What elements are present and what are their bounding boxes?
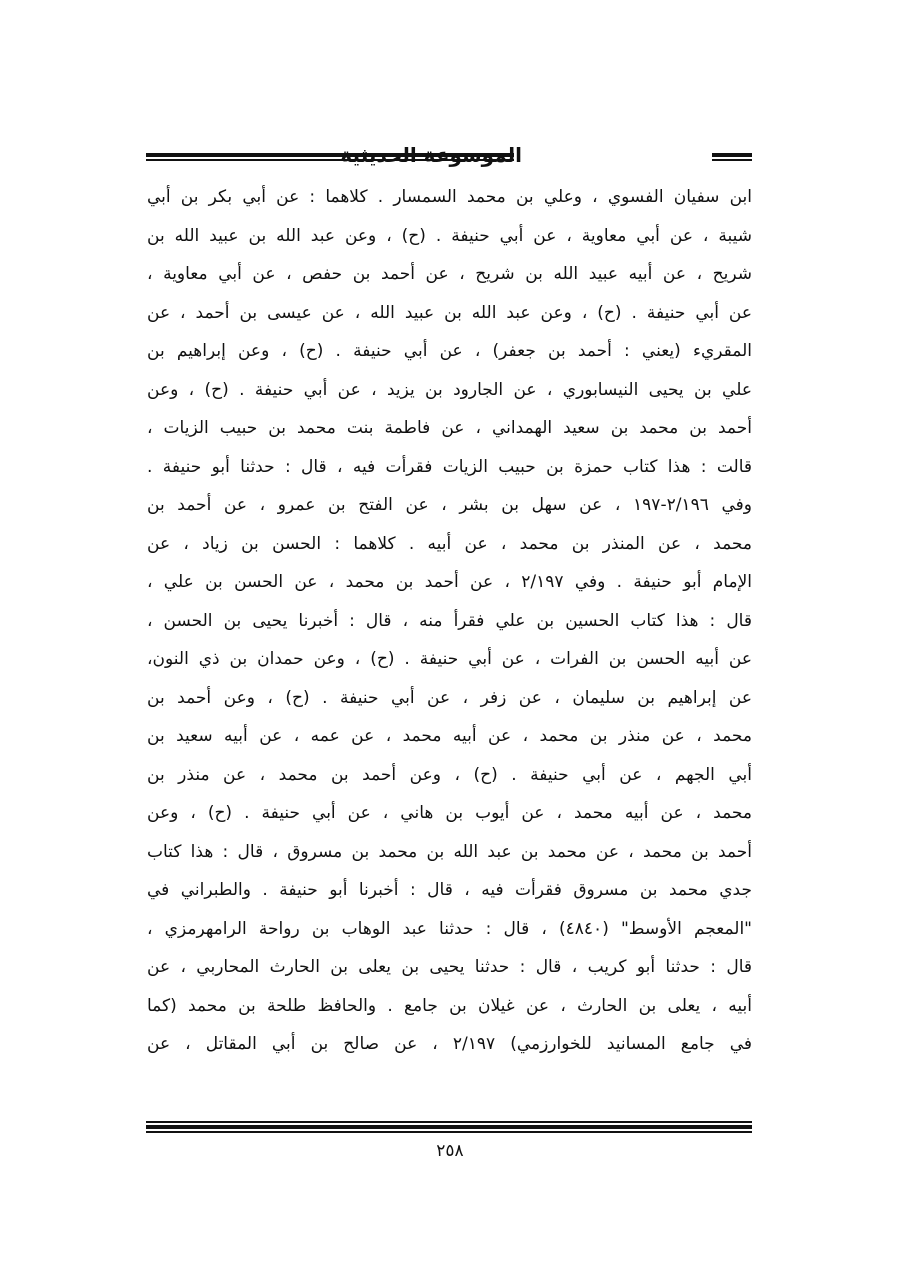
text-line: محمد ، عن منذر بن محمد ، عن أبيه محمد ، عن عمه ، عن أبيه سعيد بن — [147, 726, 752, 746]
text-line: المقريء (يعني : أحمد بن جعفر) ، عن أبي حنيفة . (ح) ، وعن إبراهيم بن — [147, 341, 752, 361]
text-line: قال : هذا كتاب الحسين بن علي فقرأ منه ، قال : أخبرنا يحيى بن الحسن ، — [147, 610, 752, 631]
page-number: ٢٥٨ — [436, 1141, 464, 1161]
text-line: قال : حدثنا أبو كريب ، قال : حدثنا يحيى بن يعلى بن الحارث المحاربي ، عن — [147, 957, 752, 977]
text-line: "المعجم الأوسط" (٤٨٤٠) ، قال : حدثنا عبد الوهاب بن رواحة الرامهرمزي ، — [147, 918, 752, 939]
text-line: وفي ٢/١٩٦-١٩٧ ، عن سهل بن بشر ، عن الفتح بن عمرو ، عن أحمد بن — [147, 495, 752, 515]
text-line: أبي الجهم ، عن أبي حنيفة . (ح) ، وعن أحمد بن محمد ، عن منذر بن — [147, 764, 752, 785]
text-line: ابن سفيان الفسوي ، وعلي بن محمد السمسار . كلاهما : عن أبي بكر بن أبي — [147, 187, 752, 207]
header-rule-right — [712, 153, 752, 162]
text-line: أحمد بن محمد ، عن محمد بن عبد الله بن محمد بن مسروق ، قال : هذا كتاب — [147, 841, 752, 862]
text-line: علي بن يحيى النيسابوري ، عن الجارود بن يزيد ، عن أبي حنيفة . (ح) ، وعن — [147, 379, 752, 400]
text-line: جدي محمد بن مسروق فقرأت فيه ، قال : أخبرنا أبو حنيفة . والطبراني في — [147, 880, 752, 900]
text-line: شريح ، عن أبيه عبيد الله بن شريح ، عن أحمد بن حفص ، عن أبي معاوية ، — [147, 264, 752, 284]
text-line: عن أبي حنيفة . (ح) ، وعن عبد الله بن عبيد الله ، عن عيسى بن أحمد ، عن — [147, 302, 752, 323]
body-text — [147, 178, 752, 1064]
footer-rule — [146, 1121, 752, 1133]
text-line: عن أبيه الحسن بن الفرات ، عن أبي حنيفة . (ح) ، وعن حمدان بن ذي النون، — [147, 649, 752, 669]
text-line: شيبة ، عن أبي معاوية ، عن أبي حنيفة . (ح) ، وعن عبد الله بن عبيد الله بن — [147, 225, 752, 246]
text-line: الإمام أبو حنيفة . وفي ٢/١٩٧ ، عن أحمد بن محمد ، عن الحسن بن علي ، — [147, 572, 752, 592]
text-line: في جامع المسانيد للخوارزمي) ٢/١٩٧ ، عن صالح بن أبي المقاتل ، عن — [147, 1034, 752, 1054]
text-line: محمد ، عن أبيه محمد ، عن أيوب بن هاني ، عن أبي حنيفة . (ح) ، وعن — [147, 803, 752, 823]
text-line: محمد ، عن المنذر بن محمد ، عن أبيه . كلاهما : الحسن بن زياد ، عن — [147, 533, 752, 554]
text-line: قالت : هذا كتاب حمزة بن حبيب الزيات فقرأت فيه ، قال : حدثنا أبو حنيفة . — [147, 456, 752, 477]
text-line: عن إبراهيم بن سليمان ، عن زفر ، عن أبي حنيفة . (ح) ، وعن أحمد بن — [147, 687, 752, 708]
text-line: أبيه ، يعلى بن الحارث ، عن غيلان بن جامع . والحافظ طلحة بن محمد (كما — [147, 995, 752, 1016]
text-line: أحمد بن محمد بن سعيد الهمداني ، عن فاطمة بنت محمد بن حبيب الزيات ، — [147, 418, 752, 438]
header-title: الموسوعة الحديثية — [340, 143, 522, 167]
running-header — [146, 140, 752, 174]
